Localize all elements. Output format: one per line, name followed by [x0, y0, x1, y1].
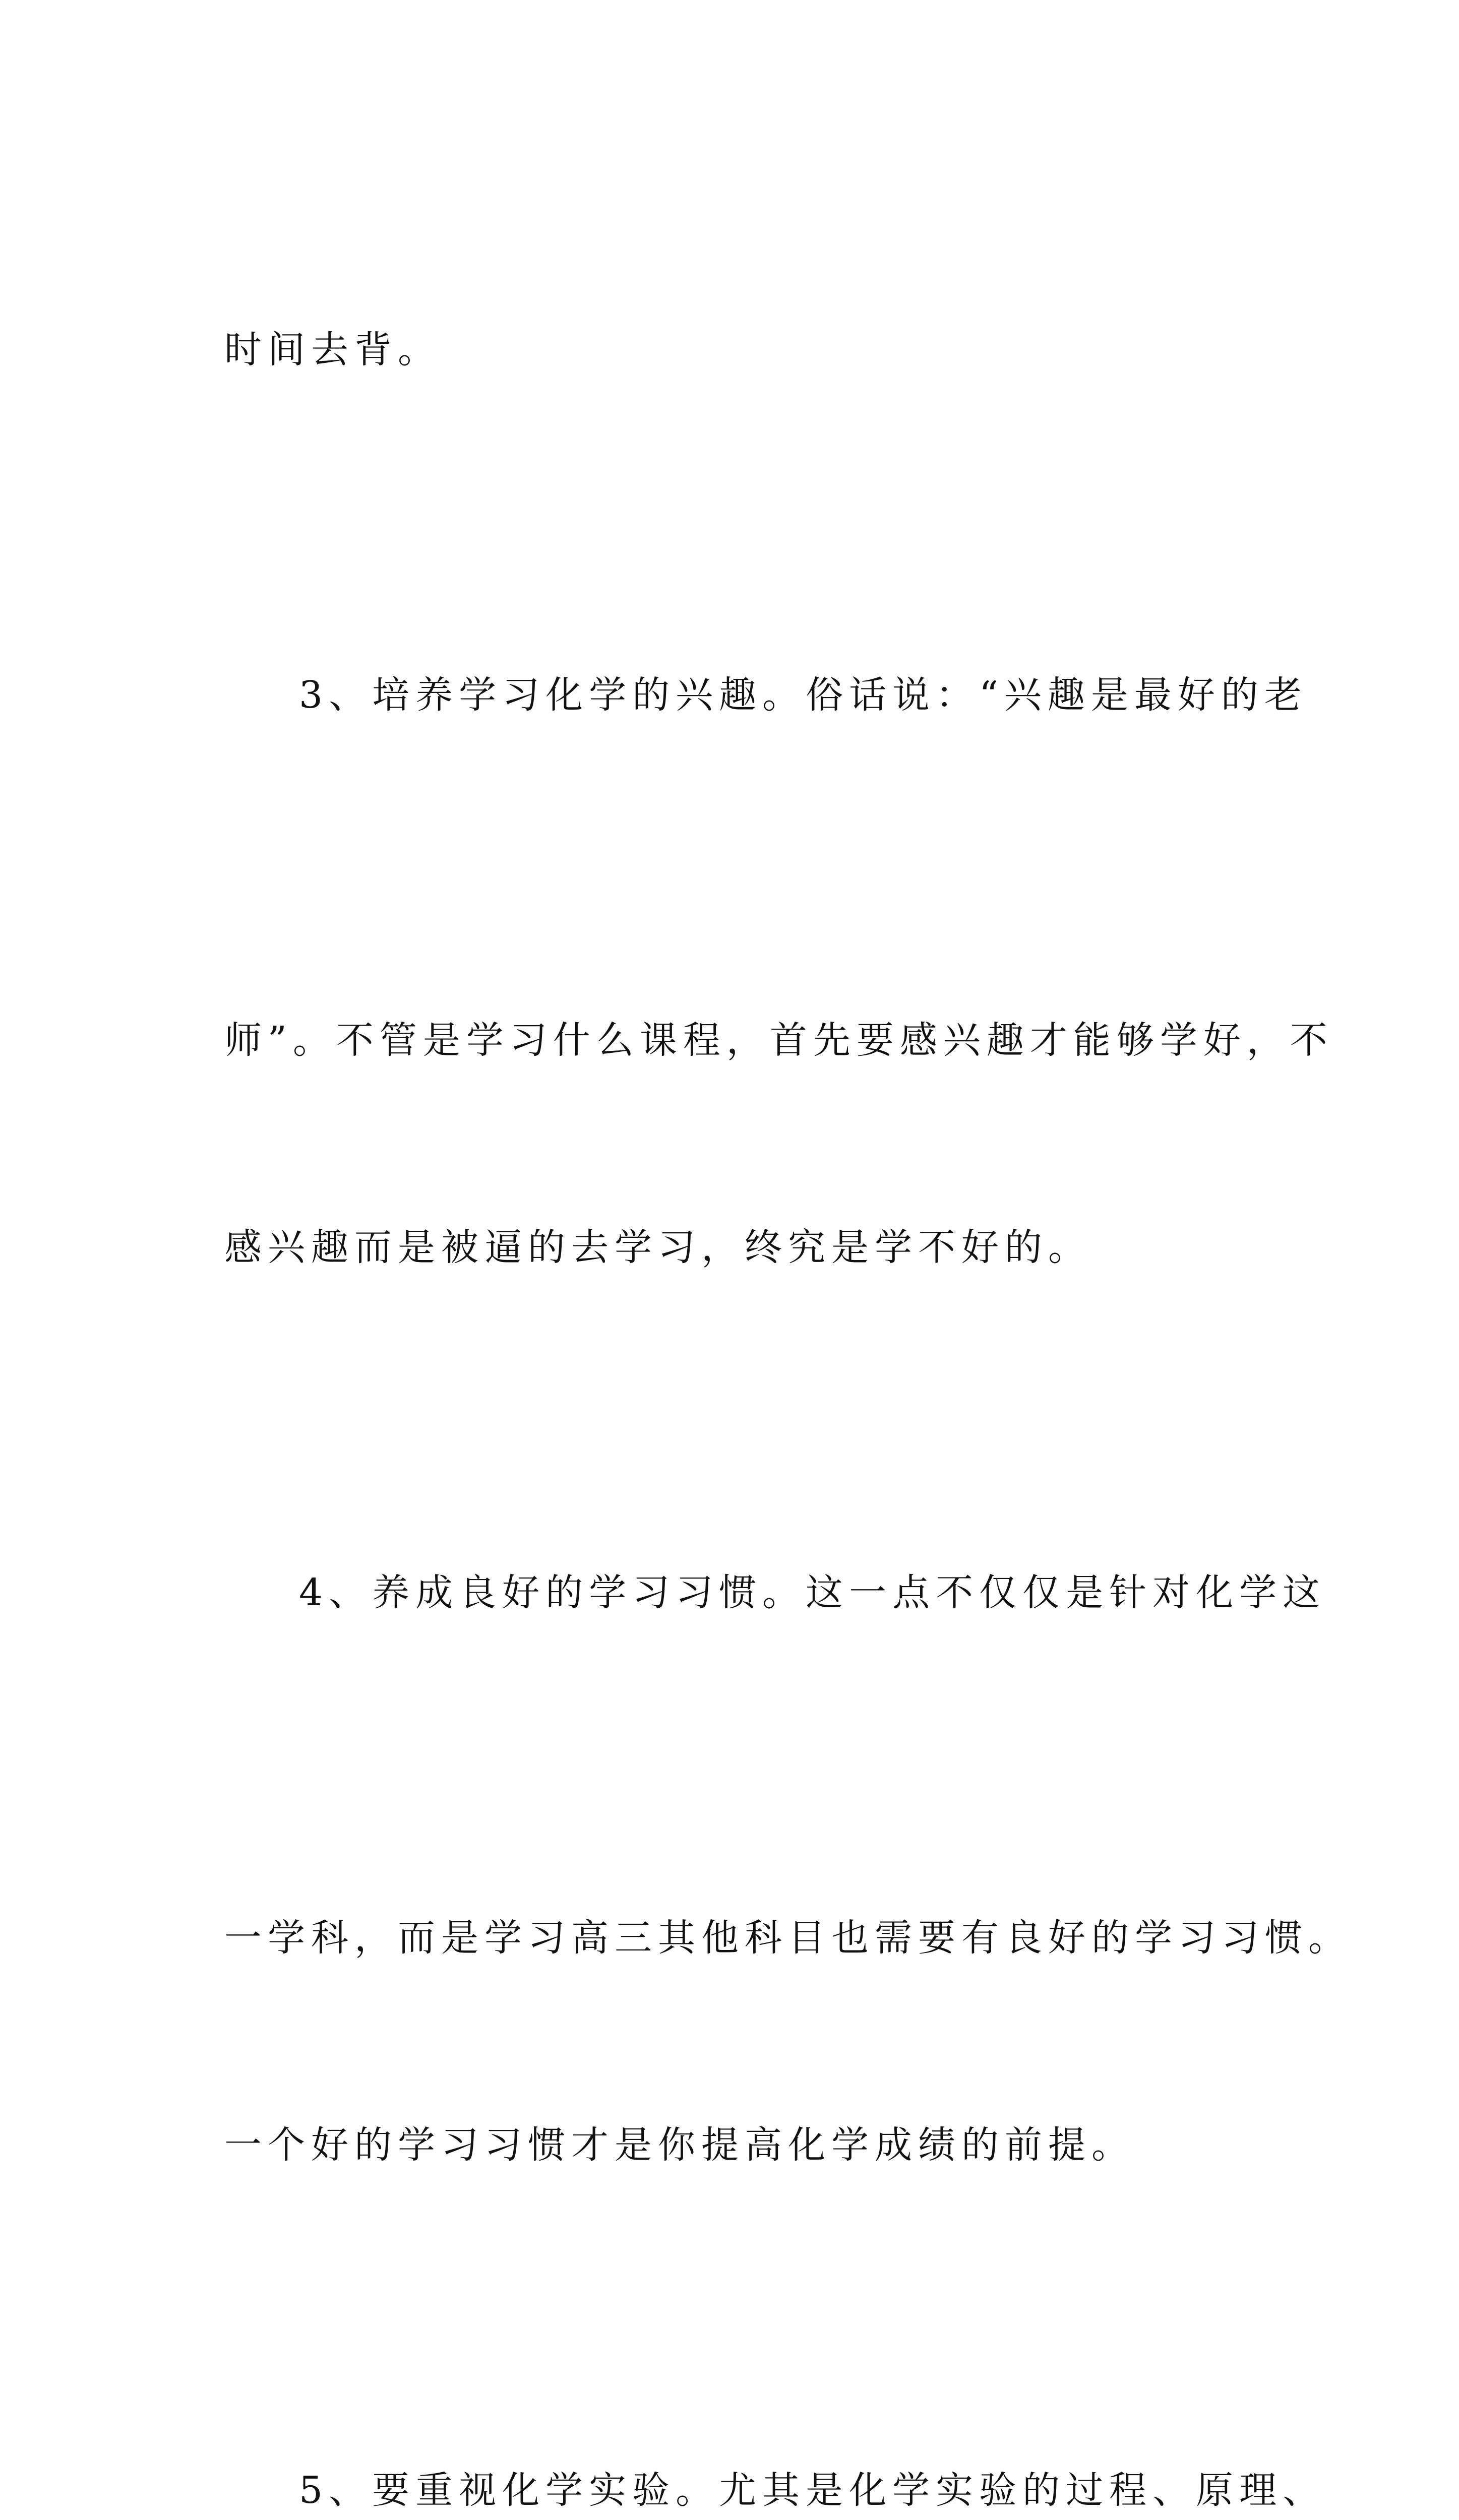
text-line: 时间去背。	[224, 328, 441, 371]
paragraph-continuation	[224, 1766, 1352, 2318]
document-body	[224, 177, 1352, 2520]
paragraph	[224, 2318, 1326, 2520]
text-line: 感兴趣而是被逼的去学习，终究是学不好的。	[224, 1226, 1091, 1269]
text-line: 一个好的学习习惯才是你提高化学成绩的前提。	[224, 2123, 1135, 2167]
text-line: 5、要重视化学实验。尤其是化学实验的过程、原理、	[299, 2469, 1326, 2512]
text-line: 师”。不管是学习什么课程，首先要感兴趣才能够学好，不	[224, 1019, 1333, 1062]
text-line: 一学科，而是学习高三其他科目也需要有良好的学习习惯。	[224, 1916, 1352, 1960]
paragraph	[224, 177, 1248, 523]
text-line: 3、培养学习化学的兴趣。俗话说：“兴趣是最好的老	[299, 673, 1308, 717]
paragraph	[224, 523, 1308, 868]
paragraph-continuation	[224, 868, 1333, 1420]
text-line: 4、养成良好的学习习惯。这一点不仅仅是针对化学这	[299, 1571, 1326, 1614]
paragraph	[224, 1420, 1326, 1766]
